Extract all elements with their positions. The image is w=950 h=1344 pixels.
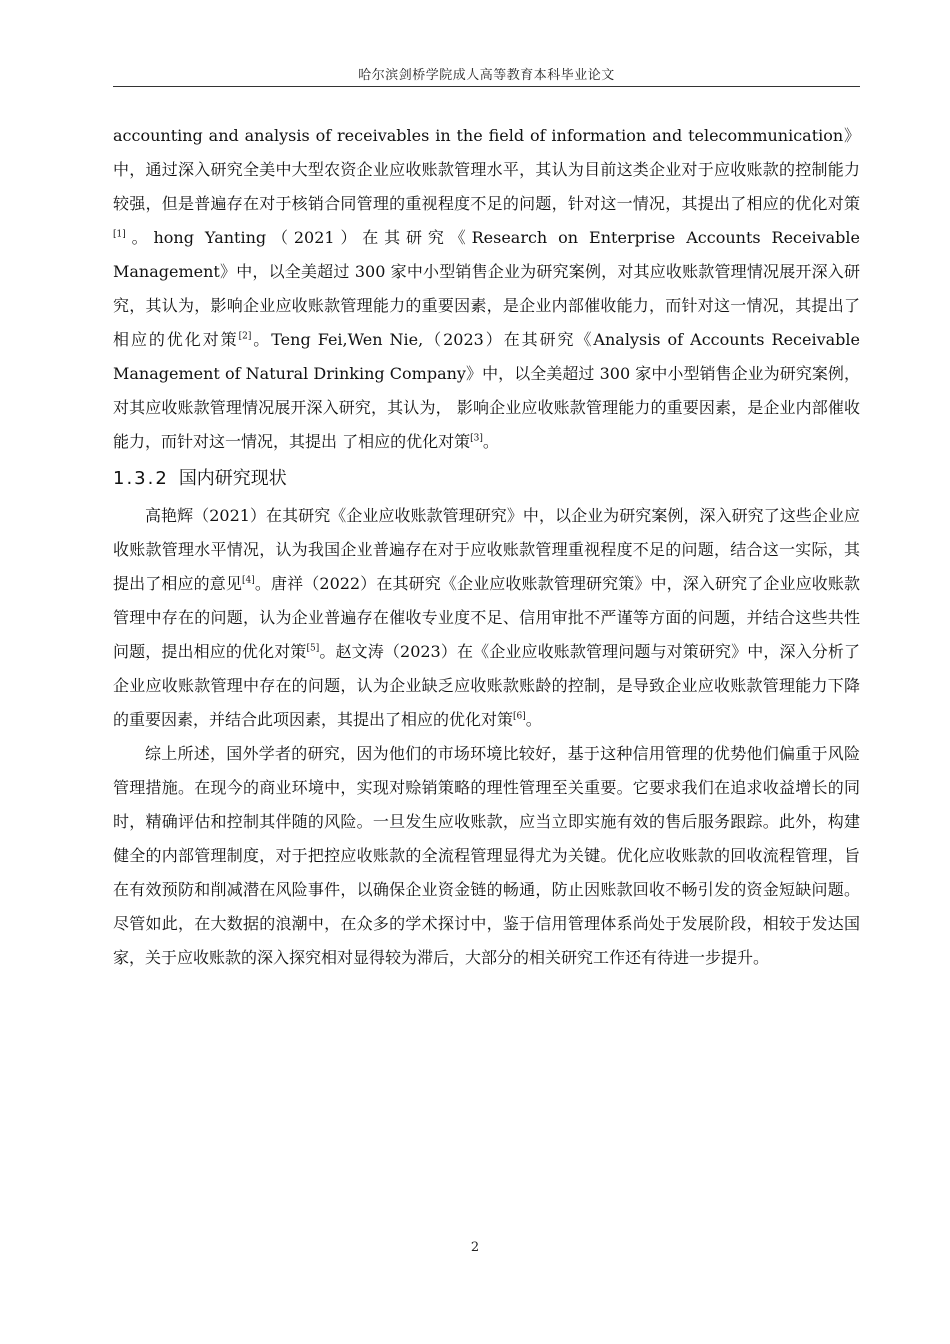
section-title: 国内研究现状 — [178, 468, 287, 489]
citation-ref: [5] — [306, 643, 320, 654]
page-number: 2 — [470, 1240, 480, 1255]
body-text — [113, 119, 860, 975]
paragraph-foreign-research — [113, 119, 860, 459]
text-run: 。hong Yanting（2021）在其研究《Research on Enterprise Accounts Receivable Management》中，以全美超过 300 家中小型销售企业为研究案例，对其应收账款管理情况展开深入研究，其认为，影响企业应收账款管理能力的重要因素，是企业内部催收能力，而针对这一情况，其提出了相应的优化对策 — [113, 228, 860, 349]
text-run: 高艳辉（2021）在其研究《企业应收账款管理研究》中，以企业为研究案例，深入研究了这些企业应收账款管理水平情况，认为我国企业普遍存在对于应收账款管理重视程度不足的问题，结合这一实际，其提出了相应的意见 — [113, 506, 860, 593]
text-run: accounting and analysis of receivables in the field of information and telecommunication》中，通过深入研究全美中大型农资企业应收账款管理水平，其认为目前这类企业对于应收账款的控制能力较强，但是普遍存在对于核销合同管理的重视程度不足的问题，针对这一情况，其提出了相应的优化对策 — [113, 126, 860, 213]
paragraph-domestic-research — [113, 499, 860, 737]
citation-ref: [4] — [242, 575, 255, 586]
text-run: 。唐祥（2022）在其研究《企业应收账款管理研究策》中，深入研究了企业应收账款管理中存在的问题，认为企业普遍存在催收专业度不足、信用审批不严谨等方面的问题，并结合这些共性问题，提出相应的优化对策 — [113, 574, 860, 661]
section-number: 1.3.2 — [113, 468, 169, 489]
citation-ref: [2] — [238, 331, 252, 342]
section-heading — [113, 459, 860, 499]
running-header: 哈尔滨剑桥学院成人高等教育本科毕业论文 — [358, 68, 615, 83]
text-run: 。赵文涛（2023）在《企业应收账款管理问题与对策研究》中，深入分析了企业应收账款管理中存在的问题，认为企业缺乏应收账款账龄的控制，是导致企业应收账款管理能力下降的重要因素，并结合此项因素，其提出了相应的优化对策 — [113, 642, 860, 729]
citation-ref: [1] — [113, 229, 126, 240]
text-run: 。 — [482, 432, 499, 451]
text-run: 。 — [525, 710, 542, 729]
citation-ref: [6] — [513, 711, 526, 722]
text-run: 。Teng Fei,Wen Nie,（2023）在其研究《Analysis of Accounts Receivable Management of Natural Drinking Company》中，以全美超过 300 家中小型销售企业为研究案例，对其应收账款管理情况展开深入研究，其认为， 影响企业应收账款管理能力的重要因素，是企业内部催收能力，而针对这一情况，其提出 了相应的优化对策 — [113, 330, 860, 451]
citation-ref: [3] — [470, 433, 483, 444]
paragraph-summary: 综上所述，国外学者的研究，因为他们的市场环境比较好，基于这种信用管理的优势他们偏重于风险管理措施。在现今的商业环境中，实现对赊销策略的理性管理至关重要。它要求我们在追求收益增长的同时，精确评估和控制其伴随的风险。一旦发生应收账款，应当立即实施有效的售后服务跟踪。此外，构建健全的内部管理制度，对于把控应收账款的全流程管理显得尤为关键。优化应收账款的回收流程管理，旨在有效预防和削减潜在风险事件，以确保企业资金链的畅通，防止因账款回收不畅引发的资金短缺问题。尽管如此，在大数据的浪潮中，在众多的学术探讨中，鉴于信用管理体系尚处于发展阶段，相较于发达国家，关于应收账款的深入探究相对显得较为滞后，大部分的相关研究工作还有待进一步提升。 — [113, 744, 860, 967]
header-divider — [113, 86, 860, 87]
